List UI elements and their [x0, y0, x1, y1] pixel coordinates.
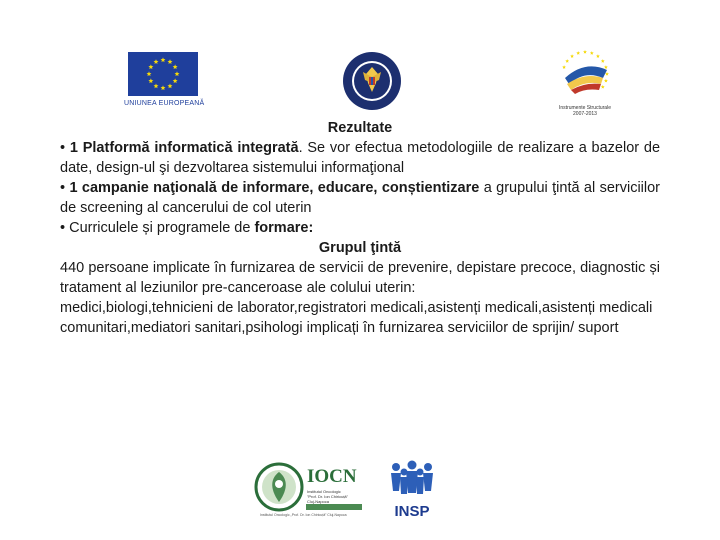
iocn-subtitle-line: Institutul Oncologic — [307, 489, 341, 494]
item-text: • Curriculele și programele de — [60, 220, 255, 236]
iocn-title: IOCN — [307, 466, 357, 487]
is-star-icon — [590, 51, 594, 55]
list-item — [60, 218, 660, 238]
results-heading: Rezultate — [327, 120, 393, 136]
item-bold-text: formare: — [254, 220, 314, 236]
eu-star-icon — [154, 84, 159, 89]
insp-people-icon — [386, 460, 438, 504]
eu-star-icon — [154, 59, 159, 64]
target-group-paragraph: 440 persoane implicate în furnizarea de servicii de prevenire, depistare precoce, diagnostic și tratament al leziunilor pre-canceroase ale colului uterin: — [60, 260, 660, 296]
is-star-icon — [565, 59, 569, 63]
bullet: • — [60, 180, 70, 196]
is-star-icon — [601, 59, 605, 63]
is-caption-line1: Instrumente Structurale — [559, 105, 611, 111]
eu-star-icon — [147, 71, 152, 76]
iocn-emblem-icon — [254, 462, 304, 512]
target-group-heading: Grupul ţintă — [318, 240, 402, 256]
is-emblem-icon — [545, 48, 625, 100]
eu-star-icon — [173, 64, 178, 69]
item-bold-text: 1 Platformă informatică integrată — [69, 140, 299, 156]
insp-logo — [386, 460, 438, 522]
eu-logo — [124, 52, 205, 112]
is-star-icon — [570, 54, 574, 58]
eu-star-icon — [148, 64, 153, 69]
iocn-band — [306, 504, 362, 510]
iocn-logo — [254, 462, 364, 520]
list-item — [60, 138, 660, 178]
item-text: . Se vor efectua metodologiile de realizare a bazelor de date, design-ul şi dezvoltarea sistemului informaţional — [60, 140, 661, 176]
is-star-icon — [604, 79, 608, 83]
romanian-government-logo — [341, 50, 403, 112]
is-star-icon — [601, 85, 605, 89]
is-star-icon — [576, 51, 580, 55]
is-star-icon — [583, 50, 587, 54]
eu-star-icon — [161, 85, 166, 90]
is-star-icon — [604, 65, 608, 69]
eu-star-icon — [175, 71, 180, 76]
is-caption-line2: 2007-2013 — [573, 111, 597, 117]
eu-star-icon — [168, 59, 173, 64]
list-item — [60, 178, 660, 218]
iocn-footer: Institutul Oncologic „Prof. Dr. Ion Chiricuță” Cluj-Napoca — [260, 513, 347, 517]
is-star-icon — [562, 65, 566, 69]
eu-star-icon — [173, 78, 178, 83]
iocn-subtitle-line: Cluj-Napoca — [307, 499, 330, 504]
iocn-subtitle-line: "Prof. Dr. Ion Chiricuță" — [307, 494, 349, 499]
target-group-list: medici,biologi,tehnicieni de laborator,registratori medicali,asistenți medicali,asistenți medicali comunitari,mediatori sanitari,psihologi implicați în furnizarea serviciilor de sprijin/ suport — [60, 300, 653, 336]
bullet: • — [60, 140, 70, 156]
is-star-icon — [596, 54, 600, 58]
item-bold-text: 1 campanie naţională de informare, educare, conștientizare — [69, 180, 480, 196]
structural-instruments-logo — [545, 48, 625, 120]
eu-caption: UNIUNEA EUROPEANĂ — [124, 100, 205, 107]
item-text: a grupului ţintă al serviciilor de screening al cancerului de col uterin — [60, 180, 660, 216]
iocn-subtitle — [307, 489, 361, 504]
eu-star-icon — [161, 57, 166, 62]
insp-label: INSP — [394, 503, 430, 520]
eu-star-icon — [168, 84, 173, 89]
eu-flag-icon — [128, 52, 198, 96]
main-content — [60, 118, 660, 338]
eu-star-icon — [148, 78, 153, 83]
